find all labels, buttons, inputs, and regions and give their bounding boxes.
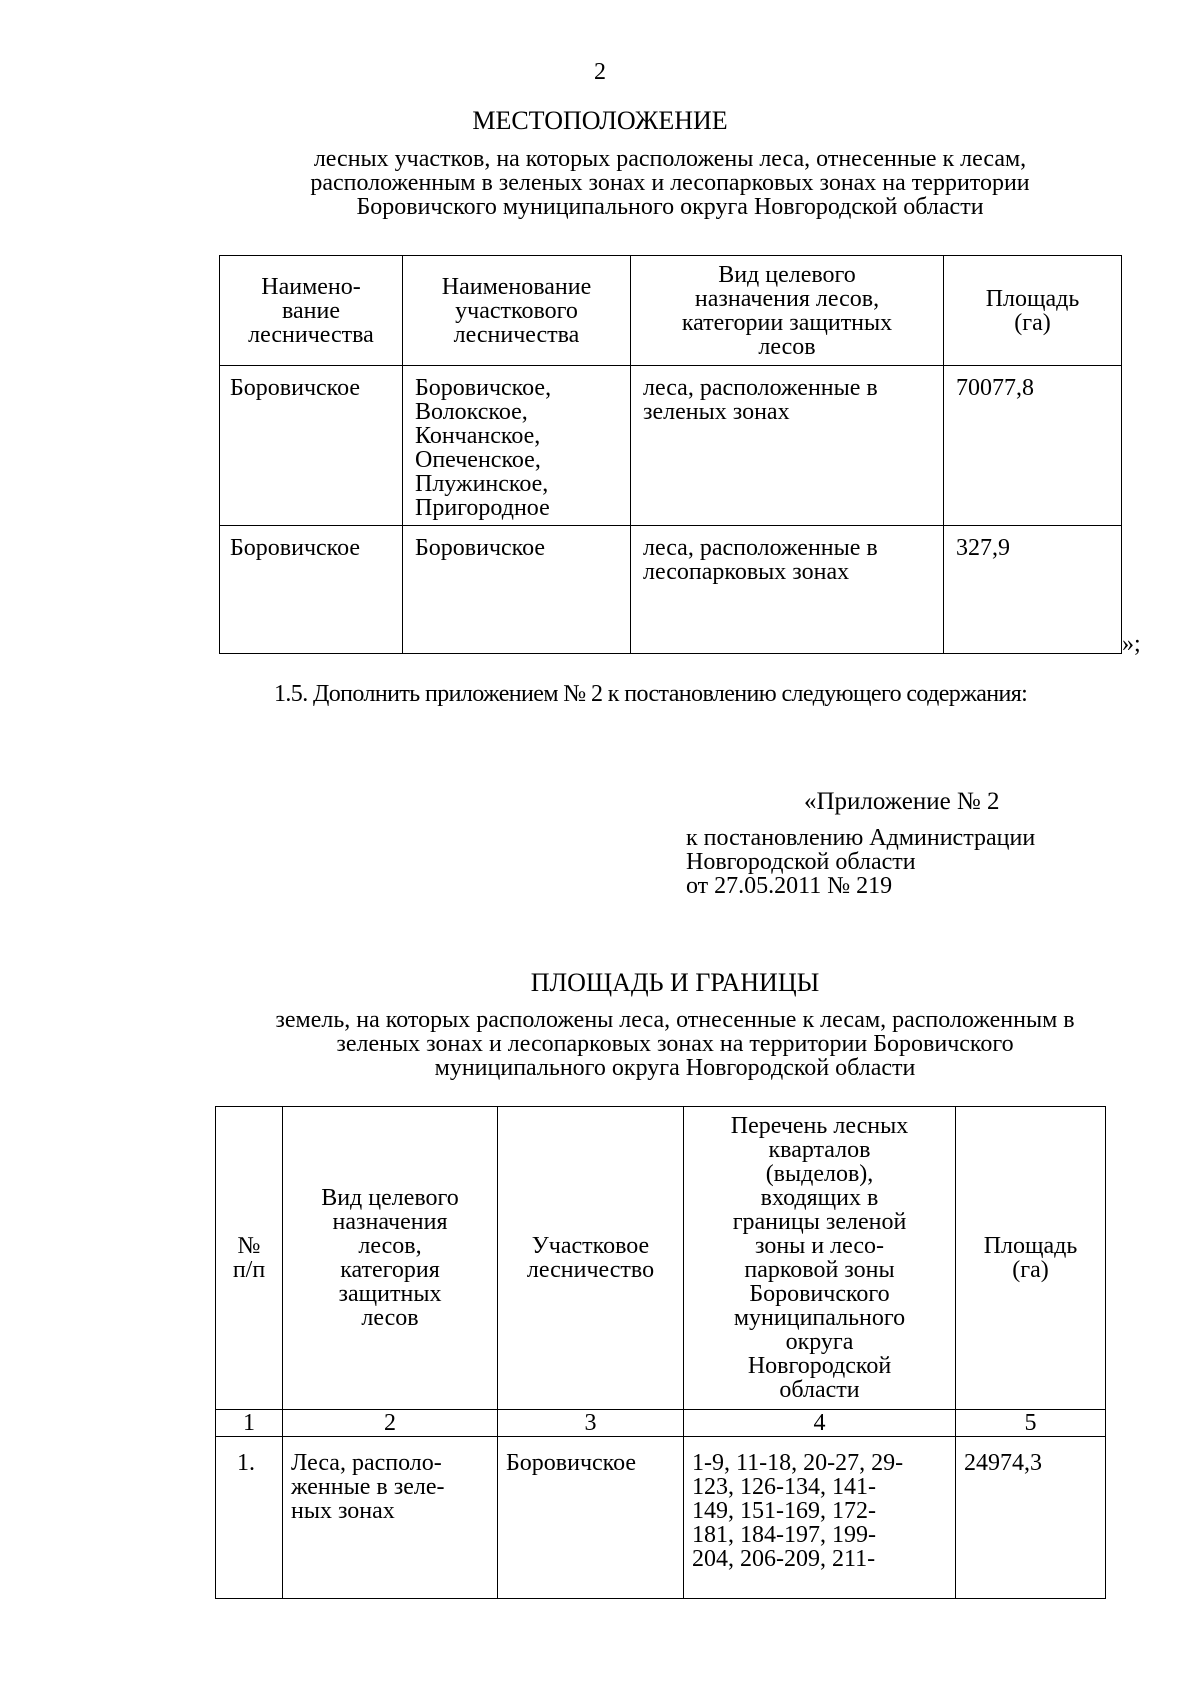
header-line: Участковое [531, 1233, 650, 1259]
table-row [220, 526, 1122, 654]
header-line: категории защитных [681, 309, 893, 336]
column-number: 3 [498, 1410, 684, 1437]
cell-district [403, 366, 631, 526]
header-line: назначения лесов, [694, 285, 880, 312]
appendix-line: к постановлению Администрации [686, 825, 1036, 851]
cell-line: женные в зеле- [291, 1474, 445, 1500]
header-line: вание [281, 297, 340, 324]
cell-quarters [684, 1437, 956, 1599]
section1-subtitle-line: лесных участков, на которых расположены леса, отнесенные к лесам, [313, 146, 1027, 172]
section1-subtitle [200, 147, 1140, 219]
header-area [956, 1107, 1106, 1410]
header-line: лесничество [526, 1257, 655, 1283]
header-line: п/п [232, 1257, 266, 1283]
cell-line: Пригородное [415, 495, 550, 521]
header-forestry [220, 256, 403, 366]
header-line: Перечень лесных [730, 1113, 909, 1139]
header-line: округа [785, 1329, 854, 1355]
closing-quote: »; [1122, 631, 1141, 657]
cell-line: Опеченское, [415, 447, 541, 473]
header-line: лесничества [248, 321, 374, 348]
column-number: 5 [956, 1410, 1106, 1437]
cell-line: лесопарковых зонах [643, 559, 850, 585]
header-line: входящих в [760, 1185, 879, 1211]
header-number [216, 1107, 283, 1410]
header-line: Вид целевого [718, 261, 856, 288]
table-row [220, 366, 1122, 526]
section2-subtitle-line: зеленых зонах и лесопарковых зонах на территории Боровичского [336, 1031, 1014, 1057]
header-line: лесов [361, 1305, 419, 1331]
header-quarters [684, 1107, 956, 1410]
cell-purpose [283, 1437, 498, 1599]
cell-purpose [631, 526, 944, 654]
area-boundaries-table [215, 1106, 1106, 1599]
table-header-row [220, 256, 1122, 366]
header-line: Боровичского [749, 1281, 890, 1307]
header-line: Наимено- [261, 273, 361, 300]
column-number-row [216, 1410, 1106, 1437]
paragraph-1-5: 1.5. Дополнить приложением № 2 к постановлению следующего содержания: [274, 681, 1028, 707]
cell-line: 123, 126-134, 141- [692, 1474, 876, 1500]
table-row [216, 1437, 1106, 1599]
header-line: Вид целевого [321, 1185, 459, 1211]
cell-line: Леса, располо- [291, 1450, 442, 1476]
cell-line: леса, расположенные в [643, 375, 878, 401]
header-area [944, 256, 1122, 366]
header-line: лесов [758, 333, 816, 360]
header-purpose [283, 1107, 498, 1410]
column-number: 4 [684, 1410, 956, 1437]
cell-line: 1-9, 11-18, 20-27, 29- [692, 1450, 904, 1476]
header-line: категория [340, 1257, 440, 1283]
cell-area: 327,9 [944, 526, 1122, 654]
column-number: 2 [283, 1410, 498, 1437]
cell-line: Боровичское, [415, 375, 552, 401]
cell-line: ных зонах [291, 1498, 395, 1524]
header-line: Площадь [983, 1233, 1078, 1259]
header-line: зоны и лесо- [754, 1233, 885, 1259]
header-line: муниципального [733, 1305, 906, 1331]
cell-line: зеленых зонах [643, 399, 790, 425]
header-line: лесов, [358, 1233, 422, 1259]
appendix-line: Новгородской области [686, 849, 916, 875]
header-line: границы зеленой [732, 1209, 907, 1235]
header-line: (га) [1012, 1257, 1049, 1283]
header-line: № [237, 1233, 261, 1259]
header-line: Площадь [985, 285, 1080, 312]
cell-number: 1. [216, 1437, 283, 1599]
section2-title: ПЛОЩАДЬ И ГРАНИЦЫ [530, 968, 820, 997]
section1-subtitle-line: расположенным в зеленых зонах и лесопарковых зонах на территории [310, 170, 1030, 196]
header-line: участкового [455, 297, 578, 324]
cell-forestry: Боровичское [220, 526, 403, 654]
table-header-row [216, 1107, 1106, 1410]
header-line: Новгородской [747, 1353, 892, 1379]
section2-subtitle [195, 1008, 1155, 1080]
column-number: 1 [216, 1410, 283, 1437]
cell-line: 181, 184-197, 199- [692, 1522, 876, 1548]
header-purpose [631, 256, 944, 366]
cell-line: Кончанское, [415, 423, 541, 449]
cell-area: 24974,3 [956, 1437, 1106, 1599]
header-line: кварталов [768, 1137, 871, 1163]
header-district [498, 1107, 684, 1410]
cell-district: Боровичское [498, 1437, 684, 1599]
section2-subtitle-line: земель, на которых расположены леса, отнесенные к лесам, расположенным в [275, 1007, 1075, 1033]
header-line: (выделов), [765, 1161, 874, 1187]
cell-forestry: Боровичское [220, 366, 403, 526]
cell-line: леса, расположенные в [643, 535, 878, 561]
cell-line: Волокское, [415, 399, 528, 425]
section2-subtitle-line: муниципального округа Новгородской области [434, 1055, 916, 1081]
header-district [403, 256, 631, 366]
section1-subtitle-line: Боровичского муниципального округа Новгородской области [356, 194, 984, 220]
cell-purpose [631, 366, 944, 526]
header-line: парковой зоны [744, 1257, 895, 1283]
cell-district [403, 526, 631, 654]
appendix-line: от 27.05.2011 № 219 [686, 873, 893, 899]
cell-line: Боровичское [415, 535, 546, 561]
header-line: Наименование [441, 273, 592, 300]
section1-title: МЕСТОПОЛОЖЕНИЕ [472, 106, 728, 135]
header-line: назначения [332, 1209, 448, 1235]
cell-line: Плужинское, [415, 471, 549, 497]
header-line: области [779, 1377, 860, 1403]
header-line: лесничества [453, 321, 580, 348]
appendix-reference [686, 826, 1035, 898]
location-table [219, 255, 1122, 654]
cell-line: 149, 151-169, 172- [692, 1498, 876, 1524]
appendix-title: «Приложение № 2 [804, 788, 1000, 815]
header-line: (га) [1014, 309, 1051, 336]
cell-area: 70077,8 [944, 366, 1122, 526]
cell-line: 204, 206-209, 211- [692, 1546, 876, 1572]
page-number: 2 [594, 59, 606, 85]
header-line: защитных [338, 1281, 442, 1307]
